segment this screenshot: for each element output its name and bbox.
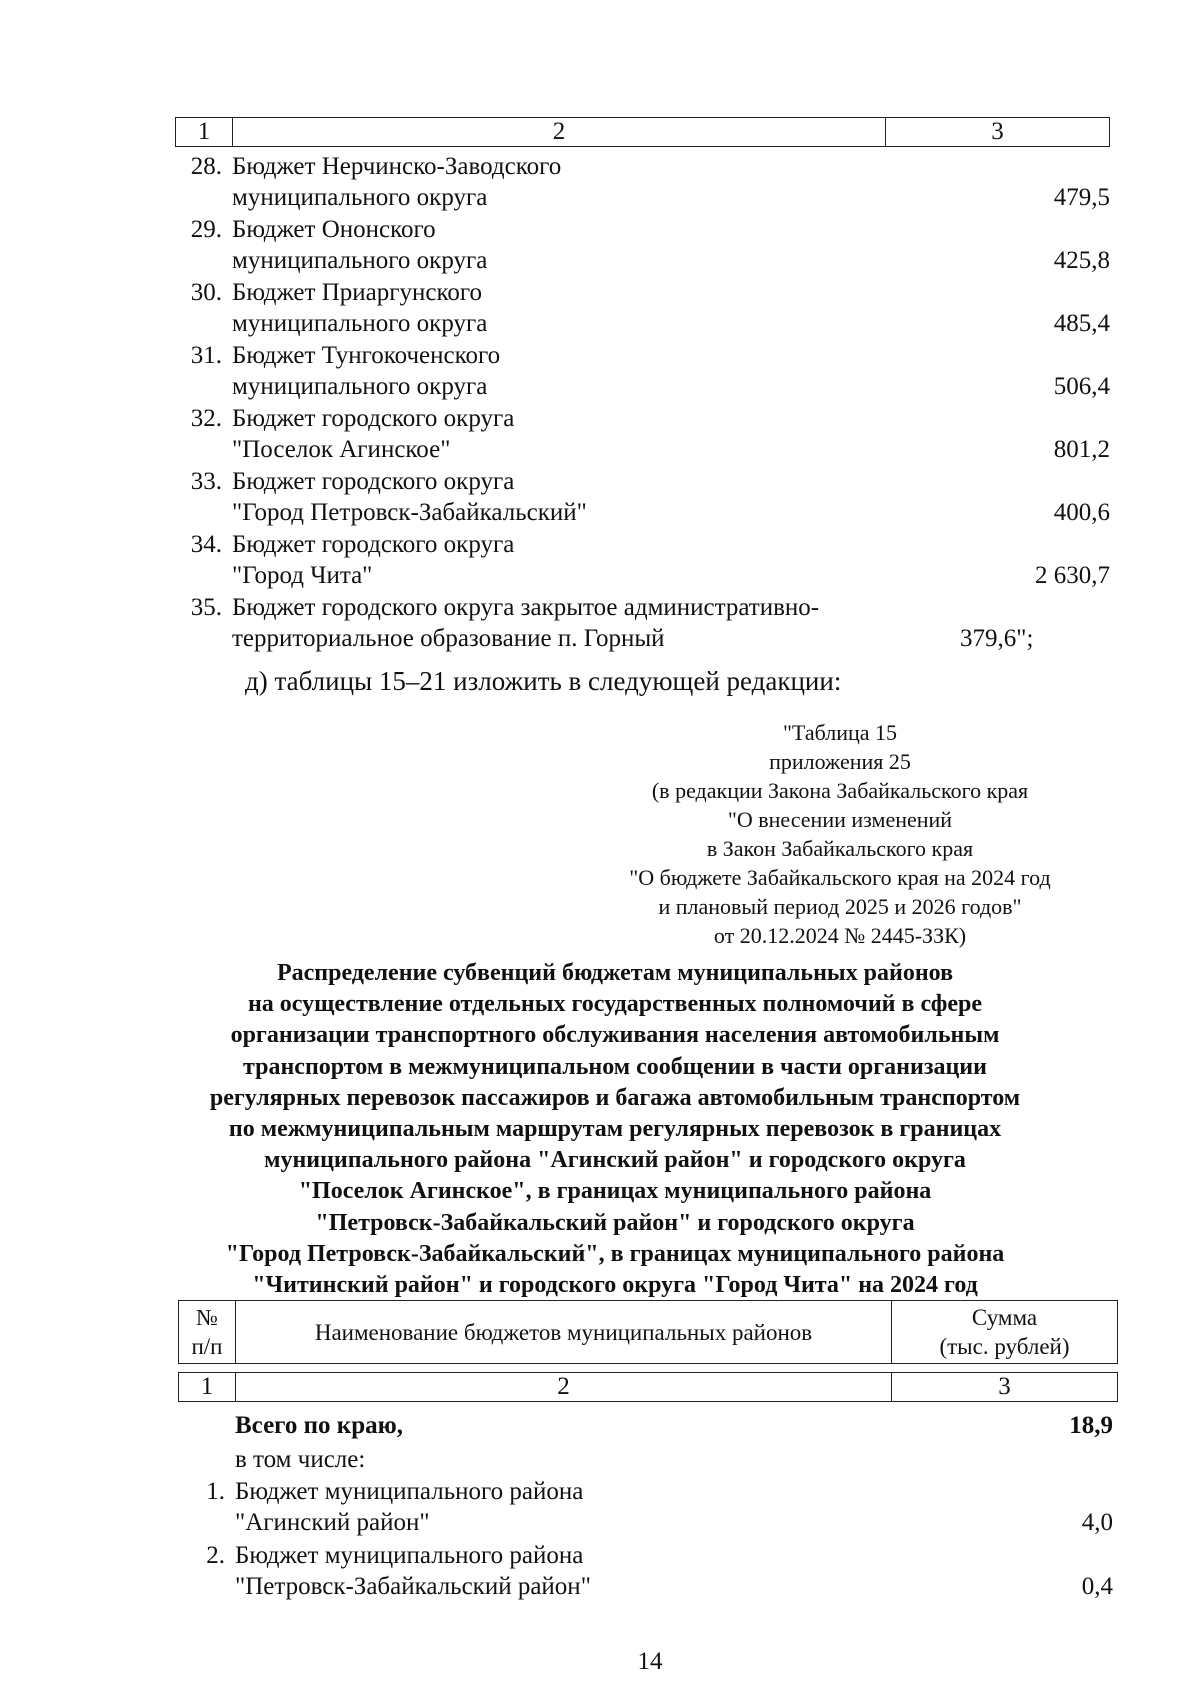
entry-name-line1: Бюджет городского округа <box>232 468 515 495</box>
entry-name-line2: муниципального округа <box>232 247 488 274</box>
heading-line: по межмуниципальным маршрутам регулярных перевозок в границах <box>228 1116 1002 1143</box>
entry-name-line2: "Поселок Агинское" <box>232 436 451 463</box>
num-header-line1: № <box>196 1305 218 1330</box>
entry-name-line1: Бюджет городского округа <box>232 405 515 432</box>
epigraph-line: "О внесении изменений <box>727 807 953 832</box>
heading-line: муниципального района "Агинский район" и городского округа <box>264 1147 966 1174</box>
list-item <box>0 466 1200 528</box>
heading-line: транспортом в межмуниципальном сообщении в части организации <box>243 1053 987 1080</box>
row-value: 4,0 <box>1081 1509 1113 1536</box>
entry-number: 34. <box>190 531 222 558</box>
epigraph-line: "О бюджете Забайкальского края на 2024 год <box>629 865 1051 890</box>
heading-line: регулярных перевозок пассажиров и багажа автомобильным транспортом <box>209 1084 1021 1111</box>
sum-header <box>892 1301 1118 1364</box>
col-2-header: 2 <box>233 118 886 147</box>
including-label <box>0 1444 1200 1475</box>
entry-value: 425,8 <box>1053 247 1110 274</box>
heading-line: Распределение субвенций бюджетам муниципальных районов <box>276 960 954 986</box>
row-value: 0,4 <box>1081 1573 1113 1600</box>
row-name-line1: Бюджет муниципального района <box>235 1478 584 1505</box>
entry-number: 35. <box>190 594 222 621</box>
row-number: 2. <box>206 1542 225 1569</box>
table15-index-row <box>178 1372 1118 1402</box>
total-label: Всего по краю, <box>235 1412 403 1439</box>
table-row <box>0 1540 1200 1602</box>
list-item <box>0 592 1200 654</box>
row-name-line1: Бюджет муниципального района <box>235 1542 584 1569</box>
entry-value: 479,5 <box>1053 184 1110 211</box>
col-1-header: 1 <box>176 118 233 147</box>
table-row <box>0 1476 1200 1538</box>
row-name-line2: "Агинский район" <box>235 1509 430 1536</box>
entry-name-line1: Бюджет Тунгокоченского <box>232 342 501 369</box>
epigraph-line: и плановый период 2025 и 2026 годов" <box>658 894 1022 919</box>
col-1-index: 1 <box>179 1373 236 1402</box>
epigraph-line: в Закон Забайкальского края <box>706 836 974 861</box>
entry-name-line1: Бюджет городского округа закрытое административно- <box>232 594 820 621</box>
list-item <box>0 340 1200 402</box>
table-heading <box>150 958 1080 1301</box>
name-header: Наименование бюджетов муниципальных районов <box>236 1301 892 1364</box>
entry-number: 31. <box>190 342 222 369</box>
col-3-header: 3 <box>886 118 1110 147</box>
list-item <box>0 214 1200 276</box>
row-name-line2: "Петровск-Забайкальский район" <box>235 1573 591 1600</box>
entry-value: 485,4 <box>1053 310 1110 337</box>
col-3-index: 3 <box>892 1373 1118 1402</box>
num-header <box>179 1301 236 1364</box>
entry-number: 32. <box>190 405 222 432</box>
heading-line: "Город Петровск-Забайкальский", в границах муниципального района <box>225 1240 1005 1267</box>
epigraph-line: приложения 25 <box>769 749 911 774</box>
epigraph-line: "Таблица 15 <box>782 720 898 745</box>
num-header-line2: п/п <box>191 1334 223 1359</box>
heading-line: "Петровск-Забайкальский район" и городского округа <box>315 1209 915 1236</box>
list-item <box>0 529 1200 591</box>
entry-name-line1: Бюджет Ононского <box>232 216 436 243</box>
entry-value: 2 630,7 <box>1035 562 1110 589</box>
entry-name-line2: территориальное образование п. Горный <box>232 625 665 652</box>
table-epigraph <box>540 718 1140 950</box>
row-number: 1. <box>206 1478 225 1505</box>
heading-line: на осуществление отдельных государственных полномочий в сфере <box>247 991 983 1018</box>
entry-value: 506,4 <box>1053 373 1110 400</box>
entry-name-line1: Бюджет городского округа <box>232 531 515 558</box>
epigraph-line: от 20.12.2024 № 2445-ЗЗК) <box>713 923 967 948</box>
heading-line: "Поселок Агинское", в границах муниципального района <box>298 1178 932 1205</box>
col-2-index: 2 <box>236 1373 892 1402</box>
heading-line: "Читинский район" и городского округа "Город Чита" на 2024 год <box>252 1272 978 1299</box>
including-text: в том числе: <box>235 1446 366 1473</box>
list-item <box>0 403 1200 465</box>
entry-name-line1: Бюджет Приаргунского <box>232 279 482 306</box>
entry-name-line1: Бюджет Нерчинско-Заводского <box>232 153 562 180</box>
top-table-header <box>175 117 1110 147</box>
entry-name-line2: муниципального округа <box>232 373 488 400</box>
total-value: 18,9 <box>1069 1412 1113 1439</box>
entry-name-line2: "Город Чита" <box>232 562 373 589</box>
entry-value: 801,2 <box>1053 436 1110 463</box>
entry-name-line2: муниципального округа <box>232 184 488 211</box>
entry-number: 29. <box>190 216 222 243</box>
entry-number: 33. <box>190 468 222 495</box>
heading-line: организации транспортного обслуживания населения автомобильным <box>230 1022 1000 1049</box>
entry-name-line2: муниципального округа <box>232 310 488 337</box>
total-row <box>0 1410 1200 1441</box>
entry-name-line2: "Город Петровск-Забайкальский" <box>232 499 587 526</box>
page-number: 14 <box>637 1648 663 1675</box>
epigraph-line: (в редакции Закона Забайкальского края <box>651 778 1029 803</box>
entry-number: 30. <box>190 279 222 306</box>
table15-header <box>178 1300 1118 1364</box>
entry-value: 379,6"; <box>960 625 1034 652</box>
sum-header-line2: (тыс. рублей) <box>939 1334 1070 1359</box>
entry-value: 400,6 <box>1053 499 1110 526</box>
sum-header-line1: Сумма <box>971 1305 1038 1330</box>
list-item <box>0 151 1200 213</box>
entry-number: 28. <box>190 153 222 180</box>
amendment-instruction: д) таблицы 15–21 изложить в следующей редакции: <box>245 666 842 696</box>
list-item <box>0 277 1200 339</box>
